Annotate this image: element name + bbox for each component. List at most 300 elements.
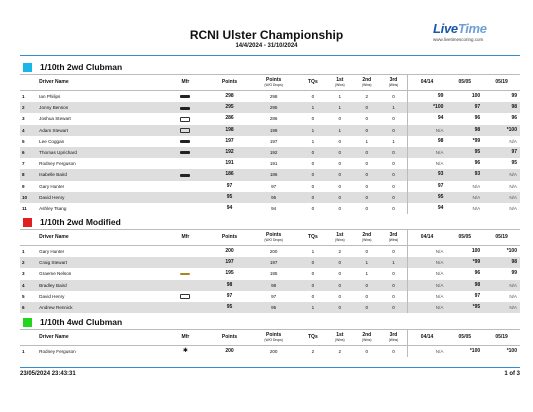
points-cell: 197 [225, 137, 234, 144]
header-event-2 [446, 230, 483, 246]
wins-2nd-cell: 1 [365, 138, 369, 144]
column-label: Points [266, 331, 282, 338]
points-cell: 94 [226, 204, 233, 211]
manufacturer-icon [160, 169, 211, 180]
manufacturer-icon [160, 291, 211, 302]
column-sublabel: (W/O Drops) [264, 337, 283, 342]
manufacturer-icon [160, 203, 211, 214]
class-name: 1/10th 2wd Modified [40, 217, 121, 227]
event-2-cell: 96 [474, 115, 481, 122]
position-cell: 2 [20, 102, 37, 113]
event-3-cell: 97 [483, 147, 520, 158]
tqs-cell: 1 [311, 138, 315, 144]
header-driver [37, 330, 160, 346]
column-label: 3rd [389, 76, 398, 83]
driver-name-cell: Ian Philips [39, 94, 61, 100]
event-1-cell: 99 [407, 91, 446, 103]
section-header [20, 317, 520, 329]
event-2-cell: 97 [474, 292, 481, 299]
position-cell: 2 [20, 257, 37, 268]
class-color-swatch [23, 218, 32, 227]
wins-3rd-cell: 0 [380, 192, 407, 203]
column-label: Driver Name [39, 234, 69, 240]
points-cell: 200 [225, 248, 234, 255]
header-1st [326, 330, 353, 346]
points-no-drops-cell: 94 [271, 205, 277, 211]
event-1-cell: N/A [407, 268, 446, 279]
event-1-cell: 95 [407, 192, 446, 203]
tqs-cell: 0 [299, 147, 326, 158]
event-3-cell: *100 [506, 248, 517, 255]
section-header [20, 217, 520, 229]
manufacturer-logo-icon: ✱ [182, 348, 188, 355]
points-cell: 298 [225, 93, 234, 100]
event-1-cell: *100 [407, 102, 446, 113]
event-2-cell: N/A [472, 183, 481, 189]
wins-2nd-cell: 1 [353, 257, 380, 268]
points-cell: 286 [225, 115, 234, 122]
event-1-cell: N/A [407, 302, 446, 313]
manufacturer-logo-icon [180, 273, 190, 275]
driver-name-cell: Gary Hunter [39, 183, 65, 189]
tqs-cell: 0 [311, 205, 315, 211]
tqs-cell: 0 [299, 169, 326, 180]
header-points-no-drops [248, 75, 299, 91]
logo-wordmark [433, 22, 509, 35]
event-3-cell: N/A [509, 183, 517, 189]
column-sublabel: (Wins) [388, 237, 399, 242]
manufacturer-logo-icon [180, 95, 190, 98]
driver-name-cell: Craig Stewart [37, 257, 160, 268]
wins-1st-cell: 1 [326, 102, 353, 113]
position-cell: 11 [22, 205, 27, 211]
column-label: 3rd [389, 231, 398, 238]
table-row [20, 346, 520, 358]
column-sublabel: (Wins) [362, 237, 372, 242]
column-label: 1st [336, 231, 344, 238]
table-header-row [20, 330, 520, 346]
driver-name-cell: Isabelle Baird [37, 169, 160, 180]
driver-name-cell: Lee Coggan [39, 138, 65, 144]
wins-1st-cell: 1 [326, 125, 353, 136]
event-2-cell: N/A [446, 192, 483, 203]
table-row [20, 192, 520, 203]
header-event-2 [446, 330, 483, 346]
tqs-cell: 0 [311, 94, 315, 100]
tqs-cell: 1 [299, 302, 326, 313]
wins-1st-cell: 2 [338, 249, 342, 255]
table-row [20, 169, 520, 180]
table-row [20, 147, 520, 158]
wins-3rd-cell: 0 [380, 147, 407, 158]
wins-3rd-cell: 0 [392, 94, 395, 100]
event-3-cell: 98 [483, 257, 520, 268]
header-points [211, 330, 248, 346]
column-sublabel: (Wins) [335, 337, 345, 342]
header-event-1 [407, 75, 446, 91]
manufacturer-icon [160, 91, 211, 103]
column-label: 05/05 [458, 334, 472, 340]
wins-1st-cell: 0 [338, 116, 342, 122]
manufacturer-icon [160, 113, 211, 124]
tqs-cell: 0 [311, 271, 315, 277]
header-rule [20, 55, 520, 56]
header-event-1 [407, 230, 446, 246]
column-sublabel: (Wins) [388, 82, 399, 87]
standings-section [20, 317, 520, 357]
table-header-row [20, 230, 520, 246]
print-timestamp: 23/05/2024 23:43:31 [20, 371, 76, 377]
table-row [20, 203, 520, 214]
event-3-cell: N/A [483, 280, 520, 291]
event-3-cell: N/A [483, 302, 520, 313]
wins-3rd-cell: 0 [392, 349, 395, 355]
header-event-1 [407, 330, 446, 346]
column-sublabel: (W/O Drops) [264, 237, 283, 242]
header-tqs [299, 75, 326, 91]
tqs-cell: 0 [311, 293, 315, 299]
wins-1st-cell: 0 [338, 271, 342, 277]
points-no-drops-cell: 192 [248, 147, 299, 158]
points-cell: 97 [226, 182, 233, 189]
position-cell: 9 [22, 183, 25, 189]
driver-name-cell: Ashley Tsang [39, 205, 67, 211]
table-row [20, 91, 520, 103]
tqs-cell: 1 [311, 249, 315, 255]
points-no-drops-cell: 186 [248, 169, 299, 180]
wins-2nd-cell: 0 [365, 293, 369, 299]
manufacturer-logo-icon [180, 107, 190, 110]
driver-name-cell: David Henry [39, 293, 65, 299]
column-sublabel: (Wins) [388, 337, 399, 342]
event-1-cell: N/A [407, 147, 446, 158]
event-1-cell: 94 [407, 203, 446, 214]
column-label: 05/19 [495, 334, 508, 340]
wins-3rd-cell: 1 [392, 138, 395, 144]
points-no-drops-cell: 198 [248, 125, 299, 136]
tqs-cell: 2 [311, 349, 315, 355]
wins-1st-cell: 0 [338, 205, 342, 211]
wins-1st-cell: 0 [338, 293, 342, 299]
table-row [20, 102, 520, 113]
wins-2nd-cell: 0 [365, 116, 369, 122]
event-2-cell: *100 [469, 348, 481, 355]
standings-section [20, 62, 520, 214]
table-row [20, 246, 520, 258]
wins-3rd-cell: 0 [392, 116, 395, 122]
wins-3rd-cell: 1 [380, 102, 407, 113]
standings-table [20, 329, 520, 357]
class-name: 1/10th 2wd Clubman [40, 62, 123, 72]
event-3-cell: N/A [509, 205, 517, 211]
manufacturer-icon [160, 136, 211, 147]
wins-1st-cell: 0 [326, 192, 353, 203]
manufacturer-icon [160, 102, 211, 113]
table-row [20, 181, 520, 192]
header-2nd [353, 75, 380, 91]
column-label: Mfr [181, 334, 190, 340]
event-3-cell: 99 [511, 270, 517, 277]
standings-table [20, 74, 520, 214]
header-points [211, 75, 248, 91]
event-1-cell: 93 [407, 169, 446, 180]
column-label: 05/05 [458, 79, 472, 85]
wins-3rd-cell: 0 [392, 271, 395, 277]
table-row [20, 125, 520, 136]
header-points-no-drops [248, 330, 299, 346]
tqs-cell: 0 [311, 183, 315, 189]
header-driver [37, 230, 160, 246]
column-label: 2nd [362, 231, 372, 238]
table-header-row [20, 75, 520, 91]
header-3rd [380, 75, 407, 91]
column-label: Points [221, 234, 238, 240]
event-1-cell: 97 [407, 181, 446, 192]
event-3-cell: 96 [511, 115, 517, 122]
points-cell: 97 [226, 292, 233, 299]
tqs-cell: 0 [311, 116, 315, 122]
event-3-cell: N/A [509, 138, 517, 144]
section-header [20, 62, 520, 74]
wins-1st-cell: 0 [326, 257, 353, 268]
points-cell: 197 [211, 257, 248, 268]
position-cell: 10 [20, 192, 37, 203]
wins-3rd-cell: 0 [392, 205, 395, 211]
column-sublabel: (Wins) [362, 337, 372, 342]
header-event-2 [446, 75, 483, 91]
points-no-drops-cell: 191 [269, 161, 278, 167]
column-label: Driver Name [39, 334, 69, 340]
driver-name-cell: Joshua Stewart [39, 116, 71, 122]
header-1st [326, 230, 353, 246]
column-label: TQs [308, 79, 318, 85]
manufacturer-icon [160, 268, 211, 279]
position-cell: 6 [20, 147, 37, 158]
header-2nd [353, 330, 380, 346]
event-3-cell: 95 [511, 160, 517, 167]
position-cell: 1 [22, 94, 25, 100]
position-cell: 7 [22, 161, 25, 167]
standings-section [20, 217, 520, 313]
event-3-cell: *100 [506, 348, 517, 355]
header-mfr [160, 330, 211, 346]
driver-name-cell: Andrew Rennick [37, 302, 160, 313]
column-label: 1st [336, 76, 344, 83]
column-label: 05/19 [495, 234, 508, 240]
driver-name-cell: Jonny Benson [37, 102, 160, 113]
header-position [20, 230, 37, 246]
event-1-cell: N/A [407, 158, 446, 169]
header-1st [326, 75, 353, 91]
points-no-drops-cell: 195 [269, 271, 278, 277]
position-cell: 3 [22, 271, 25, 277]
event-1-cell: N/A [407, 280, 446, 291]
column-label: 1st [336, 331, 344, 338]
tqs-cell: 1 [299, 102, 326, 113]
tqs-cell: 0 [299, 280, 326, 291]
wins-1st-cell: 0 [326, 302, 353, 313]
wins-2nd-cell: 0 [365, 183, 369, 189]
wins-3rd-cell: 0 [380, 169, 407, 180]
class-color-swatch [23, 318, 32, 327]
wins-1st-cell: 0 [338, 138, 342, 144]
points-cell: 198 [211, 125, 248, 136]
column-label: 2nd [362, 76, 372, 83]
logo-text-time: Time [457, 21, 487, 36]
table-row [20, 158, 520, 169]
column-label: 2nd [362, 331, 372, 338]
wins-3rd-cell: 0 [380, 125, 407, 136]
event-3-cell: *100 [483, 125, 520, 136]
wins-3rd-cell: 0 [380, 280, 407, 291]
footer-rule [20, 367, 520, 368]
wins-2nd-cell: 0 [353, 125, 380, 136]
points-no-drops-cell: 95 [248, 192, 299, 203]
manufacturer-icon [160, 280, 211, 291]
event-2-cell: 98 [446, 125, 483, 136]
header-3rd [380, 230, 407, 246]
column-label: Mfr [181, 79, 190, 85]
column-label: TQs [308, 234, 318, 240]
header-mfr [160, 75, 211, 91]
manufacturer-logo-icon [180, 117, 190, 122]
page-number: 1 of 3 [504, 371, 520, 377]
wins-1st-cell: 0 [326, 169, 353, 180]
event-2-cell: 98 [446, 280, 483, 291]
wins-3rd-cell: 1 [380, 257, 407, 268]
points-no-drops-cell: 298 [269, 94, 278, 100]
points-cell: 95 [211, 192, 248, 203]
event-2-cell: *99 [472, 137, 481, 144]
driver-name-cell: Thomas Uprichard [37, 147, 160, 158]
position-cell: 5 [22, 293, 25, 299]
driver-name-cell: Adam Stewart [37, 125, 160, 136]
manufacturer-icon [160, 192, 211, 203]
event-2-cell: 100 [471, 93, 481, 100]
event-3-cell: N/A [509, 293, 517, 299]
driver-name-cell: Rodney Ferguson [39, 349, 76, 355]
points-cell: 186 [211, 169, 248, 180]
points-no-drops-cell: 197 [269, 138, 278, 144]
wins-3rd-cell: 0 [392, 161, 395, 167]
points-cell: 98 [211, 280, 248, 291]
manufacturer-icon [160, 346, 211, 358]
driver-name-cell: Rodney Ferguson [39, 161, 76, 167]
header-tqs [299, 330, 326, 346]
wins-2nd-cell: 2 [365, 94, 369, 100]
header-position [20, 330, 37, 346]
column-label: TQs [308, 334, 318, 340]
points-no-drops-cell: 200 [269, 249, 278, 255]
column-sublabel: (W/O Drops) [264, 82, 283, 87]
event-2-cell: *95 [446, 302, 483, 313]
column-label: Points [266, 231, 282, 238]
table-row [20, 302, 520, 313]
header-event-3 [483, 230, 520, 246]
driver-name-cell: David Henry [37, 192, 160, 203]
driver-name-cell: Gary Hunter [39, 249, 65, 255]
header-position [20, 75, 37, 91]
driver-name-cell: Graeme Nelson [39, 271, 72, 277]
wins-2nd-cell: 0 [365, 205, 369, 211]
livetime-logo [433, 22, 509, 46]
manufacturer-icon [160, 302, 211, 313]
manufacturer-icon [160, 158, 211, 169]
tqs-cell: 1 [299, 125, 326, 136]
event-2-cell: 96 [474, 160, 481, 167]
manufacturer-icon [160, 246, 211, 258]
column-label: 3rd [389, 331, 398, 338]
event-3-cell: 99 [511, 93, 517, 100]
column-label: 04/14 [420, 234, 434, 240]
class-name: 1/10th 4wd Clubman [40, 317, 123, 327]
event-2-cell: 93 [446, 169, 483, 180]
table-row [20, 291, 520, 302]
manufacturer-logo-icon [180, 294, 190, 299]
table-row [20, 257, 520, 268]
event-2-cell: 100 [471, 248, 481, 255]
position-cell: 8 [20, 169, 37, 180]
manufacturer-icon [160, 125, 211, 136]
wins-3rd-cell: 0 [392, 293, 395, 299]
header-points [211, 230, 248, 246]
column-label: Points [221, 79, 238, 85]
event-3-cell: N/A [483, 169, 520, 180]
event-2-cell: *99 [446, 257, 483, 268]
column-sublabel: (Wins) [335, 82, 345, 87]
position-cell: 4 [20, 125, 37, 136]
points-no-drops-cell: 197 [248, 257, 299, 268]
manufacturer-icon [160, 181, 211, 192]
position-cell: 3 [22, 116, 25, 122]
column-label: 04/14 [420, 79, 434, 85]
column-sublabel: (Wins) [335, 237, 345, 242]
column-label: 04/14 [420, 334, 434, 340]
wins-3rd-cell: 0 [380, 302, 407, 313]
logo-url: www.livetimescoring.com [433, 37, 484, 42]
position-cell: 1 [22, 349, 25, 355]
points-cell: 192 [211, 147, 248, 158]
header-tqs [299, 230, 326, 246]
manufacturer-logo-icon [180, 174, 190, 177]
points-no-drops-cell: 97 [271, 293, 277, 299]
wins-1st-cell: 1 [338, 94, 342, 100]
tqs-cell: 0 [299, 257, 326, 268]
wins-2nd-cell: 0 [353, 192, 380, 203]
event-2-cell: N/A [472, 205, 481, 211]
wins-3rd-cell: 0 [392, 183, 395, 189]
column-label: 05/19 [495, 79, 508, 85]
manufacturer-icon [160, 257, 211, 268]
event-1-cell: N/A [407, 125, 446, 136]
column-label: Points [221, 334, 238, 340]
header-driver [37, 75, 160, 91]
position-cell: 5 [22, 138, 25, 144]
table-row [20, 280, 520, 291]
event-1-cell: N/A [407, 257, 446, 268]
standings-table [20, 229, 520, 313]
points-no-drops-cell: 95 [248, 302, 299, 313]
column-label: Points [266, 76, 282, 83]
wins-2nd-cell: 0 [365, 161, 369, 167]
wins-2nd-cell: 1 [365, 271, 369, 277]
tqs-cell: 0 [311, 161, 315, 167]
points-no-drops-cell: 97 [271, 183, 277, 189]
wins-3rd-cell: 0 [392, 249, 395, 255]
header-event-3 [483, 330, 520, 346]
manufacturer-logo-icon [180, 128, 190, 133]
event-2-cell: 97 [446, 102, 483, 113]
